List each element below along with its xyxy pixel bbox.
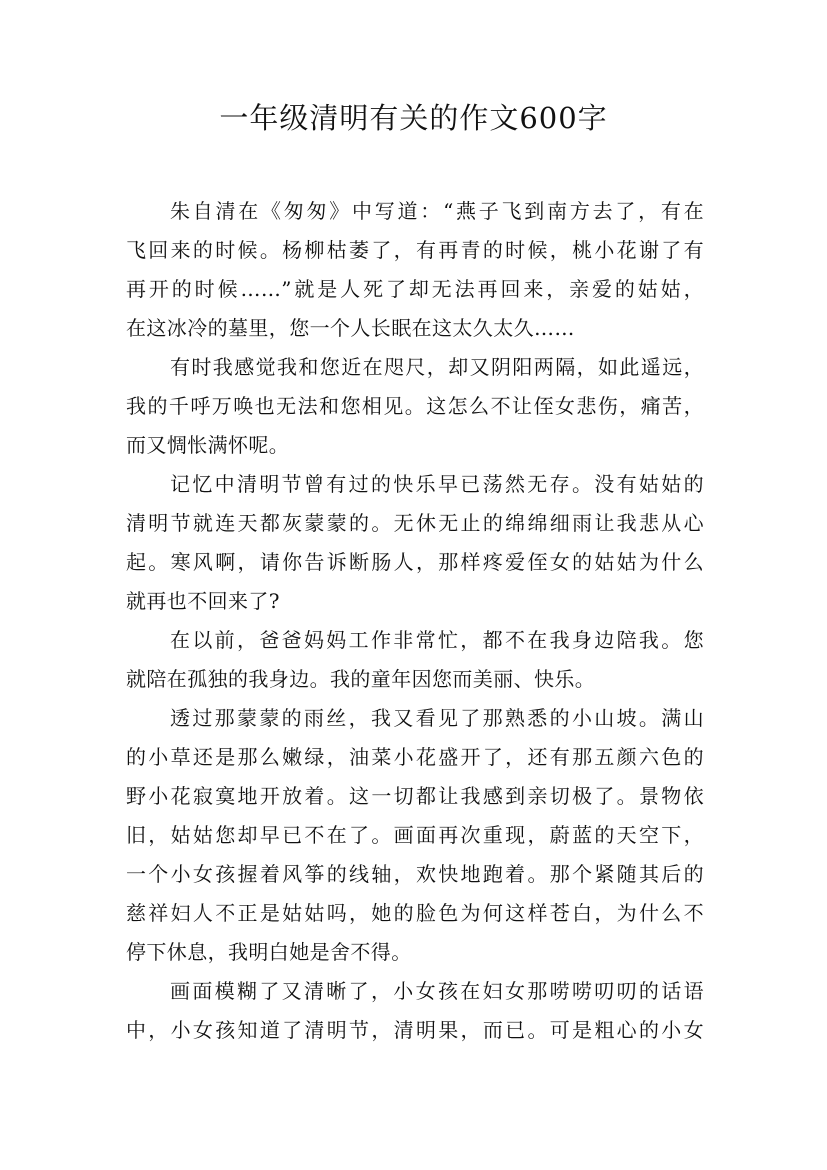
text-line: 停下休息，我明白她是舍不得。 — [126, 940, 412, 964]
text-line: 飞回来的时候。杨柳枯萎了，有再青的时候，桃小花谢了有 — [126, 238, 704, 262]
text-line: 有时我感觉我和您近在咫尺，却又阴阳两隔，如此遥远， — [170, 355, 704, 379]
text-line: 透过那蒙蒙的雨丝，我又看见了那熟悉的小山坡。满山 — [170, 706, 704, 730]
text-line: 起。寒风啊，请你告诉断肠人，那样疼爱侄女的姑姑为什么 — [126, 550, 704, 574]
text-line: 慈祥妇人不正是姑姑吗，她的脸色为何这样苍白，为什么不 — [126, 901, 704, 925]
text-line: 野小花寂寞地开放着。这一切都让我感到亲切极了。景物依 — [126, 784, 704, 808]
text-line: 一个小女孩握着风筝的线轴，欢快地跑着。那个紧随其后的 — [126, 862, 704, 886]
text-line: 画面模糊了又清晰了，小女孩在妇女那唠唠叨叨的话语 — [170, 979, 704, 1003]
text-line: 我的千呼万唤也无法和您相见。这怎么不让侄女悲伤，痛苦， — [126, 394, 704, 418]
text-line: 中，小女孩知道了清明节，清明果，而已。可是粗心的小女 — [126, 1018, 704, 1042]
text-line: 朱自清在《匆匆》中写道：“燕子飞到南方去了，有在 — [170, 199, 704, 223]
document-body — [126, 192, 704, 1050]
text-line: 在以前，爸爸妈妈工作非常忙，都不在我身边陪我。您 — [170, 628, 704, 652]
text-line: 而又惆怅满怀呢。 — [126, 433, 290, 457]
text-line: 的小草还是那么嫩绿，油菜小花盛开了，还有那五颜六色的 — [126, 745, 704, 769]
text-line: 再开的时候……”就是人死了却无法再回来，亲爱的姑姑， — [126, 277, 704, 301]
text-line: 旧，姑姑您却早已不在了。画面再次重现，蔚蓝的天空下， — [126, 823, 704, 847]
text-line: 就再也不回来了? — [126, 589, 280, 613]
text-line: 在这冰冷的墓里，您一个人长眠在这太久太久…… — [126, 316, 575, 340]
text-line: 记忆中清明节曾有过的快乐早已荡然无存。没有姑姑的 — [170, 472, 704, 496]
text-line: 就陪在孤独的我身边。我的童年因您而美丽、快乐。 — [126, 667, 596, 691]
document-title: 一年级清明有关的作文600字 — [219, 101, 608, 135]
text-line: 清明节就连天都灰蒙蒙的。无休无止的绵绵细雨让我悲从心 — [126, 511, 704, 535]
